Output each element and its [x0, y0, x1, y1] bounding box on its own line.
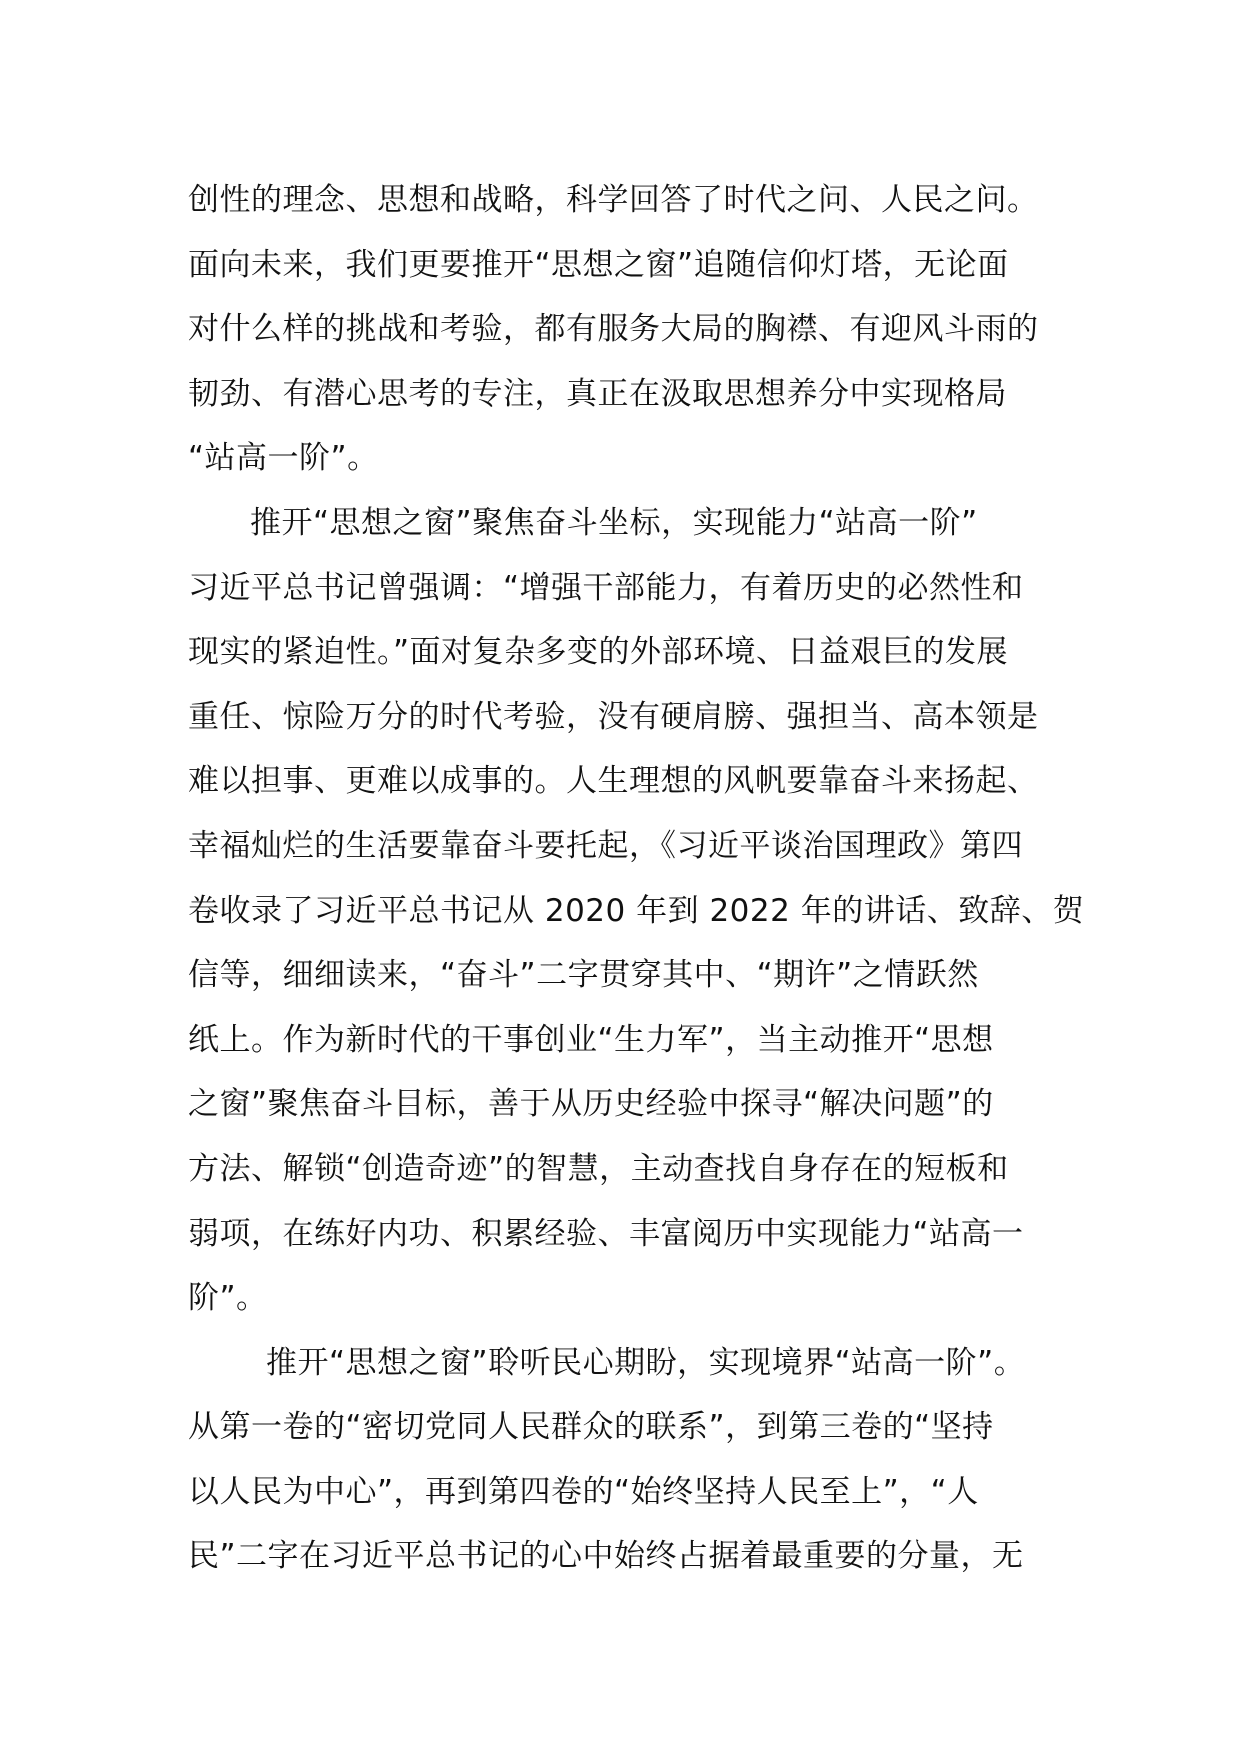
- text-line: 韧劲、有潜心思考的专注，真正在汲取思想养分中实现格局: [188, 375, 1007, 412]
- text-line: 纸上。作为新时代的干事创业“生力军”，当主动推开“思想: [188, 1021, 994, 1058]
- text-line: 难以担事、更难以成事的。人生理想的风帆要靠奋斗来扬起、: [188, 763, 1039, 800]
- text-line: 信等，细细读来，“奋斗”二字贯穿其中、“期许”之情跃然: [188, 957, 979, 994]
- text-line: 之窗”聚焦奋斗目标，善于从历史经验中探寻“解决问题”的: [188, 1086, 994, 1123]
- text-line: 以人民为中心”，再到第四卷的“始终坚持人民至上”，“人: [188, 1473, 979, 1510]
- text-line: 幸福灿烂的生活要靠奋斗要托起，《习近平谈治国理政》第四: [188, 827, 1023, 864]
- text-line: 面向未来，我们更要推开“思想之窗”追随信仰灯塔，无论面: [188, 246, 1009, 283]
- paragraph-heading-line: 推开“思想之窗”聆听民心期盼，实现境界“站高一阶”。: [266, 1344, 1026, 1381]
- text-line: 民”二字在习近平总书记的心中始终占据着最重要的分量，无: [188, 1538, 1024, 1575]
- text-line: 习近平总书记曾强调：“增强干部能力，有着历史的必然性和: [188, 569, 1024, 606]
- paragraph-heading-line: 推开“思想之窗”聚焦奋斗坐标，实现能力“站高一阶”: [250, 504, 978, 541]
- text-line: 创性的理念、思想和战略，科学回答了时代之问、人民之问。: [188, 182, 1039, 218]
- text-line: 从第一卷的“密切党同人民群众的联系”，到第三卷的“坚持: [188, 1409, 994, 1446]
- text-line: 卷收录了习近平总书记从 2020 年到 2022 年的讲话、致辞、贺: [188, 892, 1085, 929]
- text-line: 对什么样的挑战和考验，都有服务大局的胸襟、有迎风斗雨的: [188, 311, 1039, 348]
- text-line: 弱项，在练好内功、积累经验、丰富阅历中实现能力“站高一: [188, 1215, 1024, 1252]
- text-line: 方法、解锁“创造奇迹”的智慧，主动查找自身存在的短板和: [188, 1150, 1009, 1187]
- text-line: 阶”。: [188, 1280, 268, 1317]
- document-page: [188, 168, 1085, 1589]
- text-line: 现实的紧迫性。”面对复杂多变的外部环境、日益艰巨的发展: [188, 634, 1009, 671]
- text-line: “站高一阶”。: [188, 440, 379, 477]
- text-line: 重任、惊险万分的时代考验，没有硬肩膀、强担当、高本领是: [188, 698, 1039, 735]
